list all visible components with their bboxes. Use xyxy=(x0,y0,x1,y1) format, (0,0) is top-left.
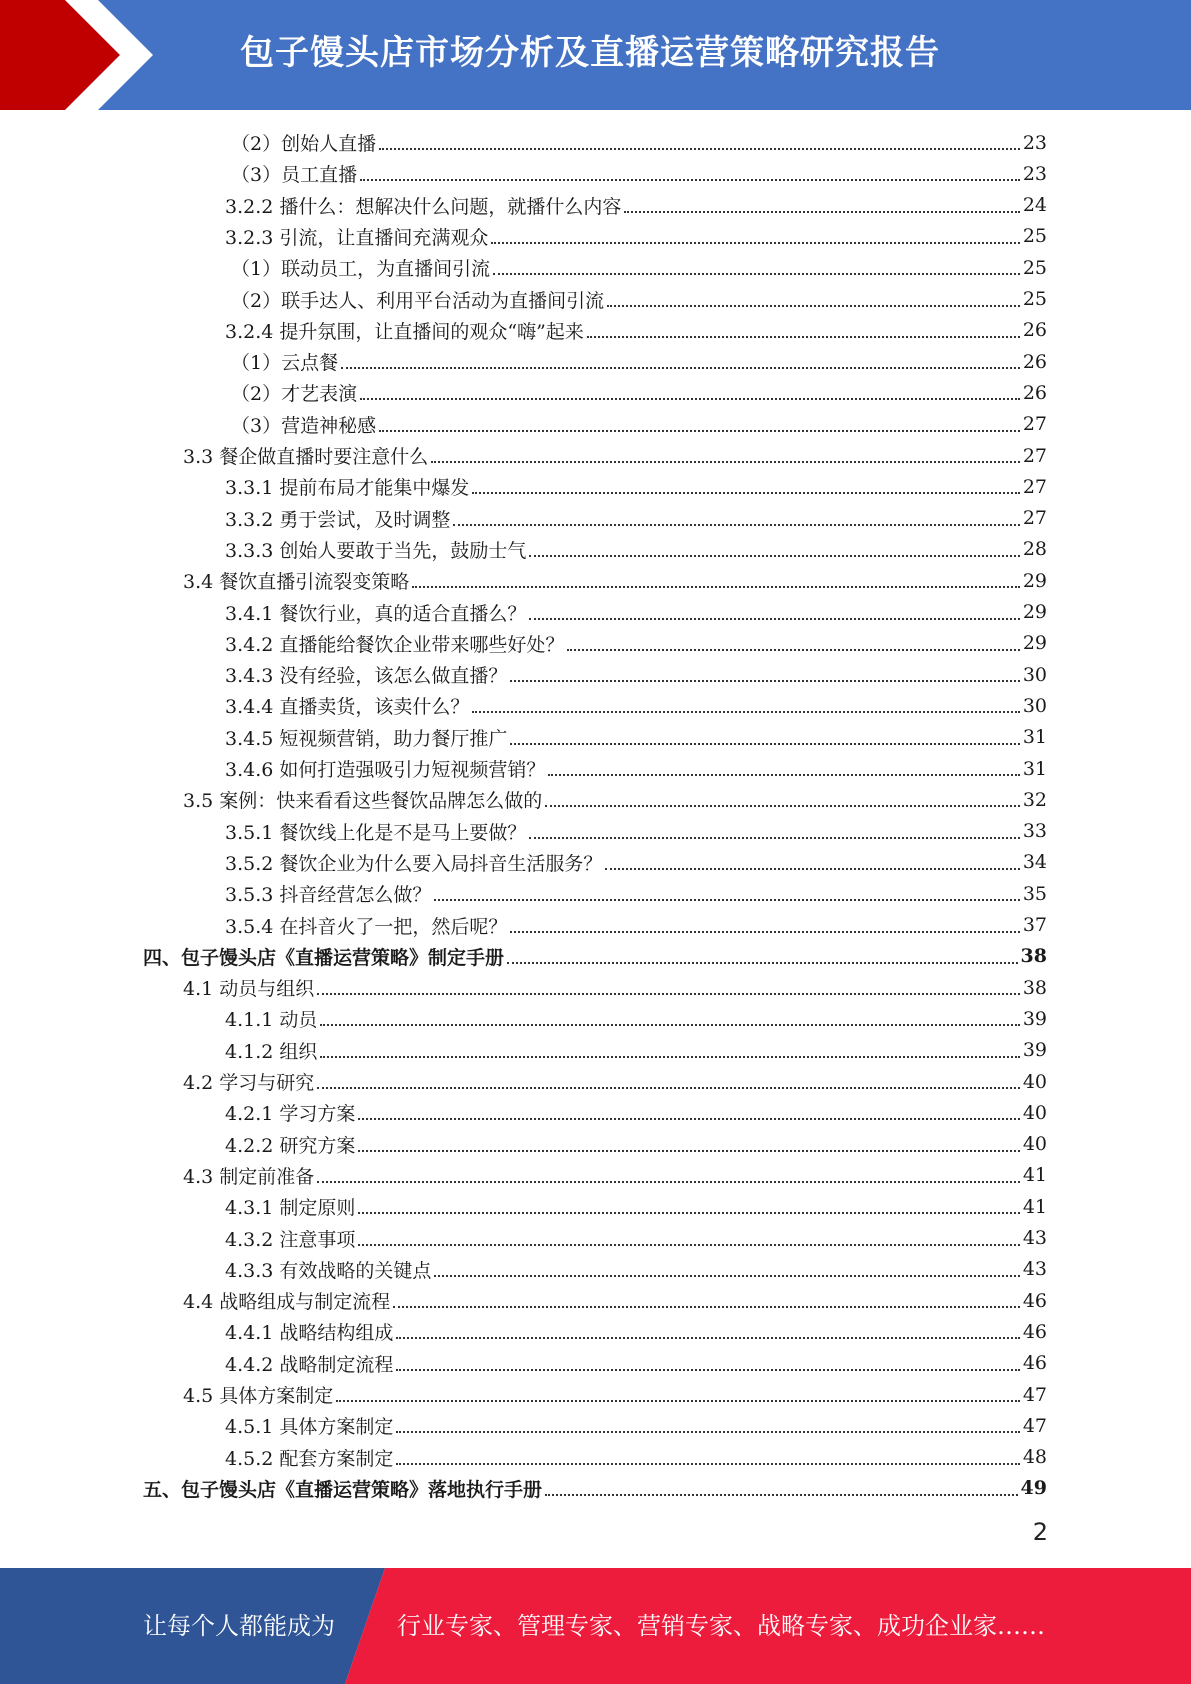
toc-entry-title: 3.3 餐企做直播时要注意什么 xyxy=(183,446,429,468)
toc-entry-title: 4.5.2 配套方案制定 xyxy=(225,1447,394,1470)
toc-entry[interactable] xyxy=(183,440,1047,471)
toc-dot-leader xyxy=(545,805,1020,807)
toc-entry[interactable] xyxy=(225,690,1047,721)
toc-entry-title: 3.2.3 引流，让直播间充满观众 xyxy=(225,226,489,249)
toc-entry[interactable] xyxy=(225,315,1047,346)
toc-dot-leader xyxy=(493,273,1020,275)
toc-dot-leader xyxy=(317,1181,1020,1183)
toc-entry-title: 4.3.2 注意事项 xyxy=(225,1228,356,1251)
toc-dot-leader xyxy=(607,305,1020,307)
toc-dot-leader xyxy=(453,524,1019,526)
toc-entry-title: （3）员工直播 xyxy=(231,164,358,187)
toc-entry-page: 38 xyxy=(1022,976,1047,999)
toc-dot-leader xyxy=(358,1150,1019,1152)
toc-entry-page: 25 xyxy=(1022,288,1047,310)
toc-entry[interactable] xyxy=(231,252,1047,283)
toc-entry[interactable] xyxy=(225,1223,1047,1254)
page-header xyxy=(0,0,1191,110)
toc-entry-page: 28 xyxy=(1022,538,1047,561)
toc-entry-title: 4.1 动员与组织 xyxy=(183,978,315,1001)
toc-entry-title: 4.1.1 动员 xyxy=(225,1009,318,1032)
toc-entry-page: 29 xyxy=(1022,632,1047,655)
toc-entry-title: 3.4.1 餐饮行业，真的适合直播么？ xyxy=(225,602,527,625)
toc-entry-title: 3.3.3 创始人要敢于当先，鼓励士气 xyxy=(225,539,527,562)
toc-entry-page: 48 xyxy=(1022,1446,1047,1469)
toc-entry[interactable] xyxy=(143,941,1047,972)
toc-entry[interactable] xyxy=(225,1254,1047,1285)
toc-dot-leader xyxy=(317,1087,1020,1089)
toc-entry-title: 3.4.5 短视频营销，助力餐厅推广 xyxy=(225,727,508,750)
toc-entry[interactable] xyxy=(225,722,1047,753)
toc-entry-title: 4.5 具体方案制定 xyxy=(183,1385,334,1407)
toc-dot-leader xyxy=(510,743,1019,745)
toc-entry[interactable] xyxy=(183,1066,1047,1097)
toc-entry[interactable] xyxy=(231,409,1047,440)
document-title: 包子馒头店市场分析及直播运营策略研究报告 xyxy=(240,33,940,73)
toc-dot-leader xyxy=(545,1494,1018,1496)
toc-entry[interactable] xyxy=(183,1160,1047,1191)
toc-entry-title: 3.4.3 没有经验，该怎么做直播？ xyxy=(225,665,508,688)
toc-dot-leader xyxy=(510,931,1019,933)
toc-entry-page: 46 xyxy=(1022,1352,1047,1375)
toc-entry[interactable] xyxy=(225,659,1047,690)
toc-entry[interactable] xyxy=(183,1379,1047,1410)
toc-entry-page: 30 xyxy=(1022,663,1047,686)
toc-entry-title: 3.2.2 播什么：想解决什么问题，就播什么内容 xyxy=(225,195,622,218)
toc-dot-leader xyxy=(396,1463,1019,1465)
toc-entry-page: 26 xyxy=(1022,381,1047,404)
toc-entry-page: 43 xyxy=(1022,1227,1047,1249)
toc-entry-page: 26 xyxy=(1022,350,1047,373)
toc-entry-page: 41 xyxy=(1022,1164,1047,1187)
toc-entry[interactable] xyxy=(143,1473,1047,1504)
toc-entry[interactable] xyxy=(225,1410,1047,1441)
toc-entry-title: （1）联动员工，为直播间引流 xyxy=(231,258,491,281)
toc-entry-page: 40 xyxy=(1022,1133,1047,1156)
toc-entry-page: 29 xyxy=(1022,569,1047,592)
toc-dot-leader xyxy=(396,1369,1019,1371)
toc-entry[interactable] xyxy=(225,1035,1047,1066)
toc-entry[interactable] xyxy=(225,534,1047,565)
toc-entry[interactable] xyxy=(225,1003,1047,1034)
toc-dot-leader xyxy=(548,774,1019,776)
toc-entry[interactable] xyxy=(231,284,1047,315)
toc-entry-page: 25 xyxy=(1022,225,1047,248)
toc-entry[interactable] xyxy=(231,377,1047,408)
toc-dot-leader xyxy=(529,837,1019,839)
toc-entry-title: 3.5.1 餐饮线上化是不是马上要做？ xyxy=(225,821,527,844)
toc-entry-page: 27 xyxy=(1022,507,1047,530)
toc-entry-page: 31 xyxy=(1022,757,1047,780)
toc-entry-page: 32 xyxy=(1022,788,1047,811)
toc-dot-leader xyxy=(434,1275,1019,1277)
toc-entry[interactable] xyxy=(183,565,1047,596)
toc-entry-page: 23 xyxy=(1022,131,1047,154)
toc-entry-page: 27 xyxy=(1022,413,1047,436)
toc-entry[interactable] xyxy=(225,503,1047,534)
toc-entry[interactable] xyxy=(231,346,1047,377)
toc-entry-page: 46 xyxy=(1022,1289,1047,1312)
toc-dot-leader xyxy=(529,555,1019,557)
toc-entry-page: 34 xyxy=(1022,851,1047,874)
toc-entry-page: 33 xyxy=(1022,820,1047,843)
toc-dot-leader xyxy=(507,962,1018,964)
toc-entry-title: （2）创始人直播 xyxy=(231,133,377,155)
toc-entry-title: 3.2.4 提升氛围，让直播间的观众“嗨”起来 xyxy=(225,320,584,343)
toc-dot-leader xyxy=(360,398,1020,400)
toc-entry-title: 4.2.1 学习方案 xyxy=(225,1103,356,1126)
toc-entry[interactable] xyxy=(225,597,1047,628)
toc-entry-page: 40 xyxy=(1022,1101,1047,1124)
toc-dot-leader xyxy=(567,649,1019,651)
toc-dot-leader xyxy=(317,993,1020,995)
toc-entry[interactable] xyxy=(225,628,1047,659)
toc-entry-title: （2）联手达人、利用平台活动为直播间引流 xyxy=(231,289,605,312)
toc-entry-page: 31 xyxy=(1022,726,1047,749)
page-number: 2 xyxy=(1032,1518,1048,1546)
toc-dot-leader xyxy=(336,1400,1020,1402)
toc-dot-leader xyxy=(624,211,1019,213)
toc-entry-page: 27 xyxy=(1022,475,1047,498)
toc-entry-page: 30 xyxy=(1022,694,1047,717)
toc-entry-page: 27 xyxy=(1022,444,1047,467)
toc-entry[interactable] xyxy=(231,158,1047,189)
toc-entry-title: 3.3.1 提前布局才能集中爆发 xyxy=(225,477,470,500)
toc-dot-leader xyxy=(358,1212,1019,1214)
toc-entry-page: 37 xyxy=(1022,914,1047,936)
toc-entry[interactable] xyxy=(183,1285,1047,1316)
toc-entry-title: 3.4.6 如何打造强吸引力短视频营销？ xyxy=(225,759,546,781)
toc-entry[interactable] xyxy=(225,878,1047,909)
toc-entry-title: 3.4 餐饮直播引流裂变策略 xyxy=(183,571,410,594)
toc-entry-page: 39 xyxy=(1022,1007,1047,1030)
page-footer xyxy=(0,1568,1191,1684)
toc-entry-title: 4.3.3 有效战略的关键点 xyxy=(225,1259,432,1282)
toc-entry[interactable] xyxy=(225,1191,1047,1222)
toc-entry[interactable] xyxy=(225,190,1047,221)
toc-entry-page: 24 xyxy=(1022,194,1047,217)
toc-entry-page: 40 xyxy=(1022,1070,1047,1093)
toc-entry-title: （3）营造神秘感 xyxy=(231,414,377,437)
toc-entry-title: （1）云点餐 xyxy=(231,352,339,375)
toc-entry-title: 3.5 案例：快来看看这些餐饮品牌怎么做的 xyxy=(183,790,543,813)
toc-entry[interactable] xyxy=(225,1316,1047,1347)
toc-entry[interactable] xyxy=(225,816,1047,847)
toc-dot-leader xyxy=(472,492,1019,494)
toc-entry-page: 29 xyxy=(1022,601,1047,623)
toc-entry-title: 4.5.1 具体方案制定 xyxy=(225,1416,394,1439)
toc-dot-leader xyxy=(510,680,1019,682)
toc-entry[interactable] xyxy=(225,1348,1047,1379)
toc-entry-title: 4.2.2 研究方案 xyxy=(225,1134,356,1157)
toc-dot-leader xyxy=(434,899,1019,901)
toc-entry-title: 四、包子馒头店《直播运营策略》制定手册 xyxy=(143,946,505,969)
toc-entry-page: 46 xyxy=(1022,1320,1047,1343)
toc-entry[interactable] xyxy=(225,910,1047,941)
toc-entry-page: 41 xyxy=(1022,1195,1047,1218)
toc-entry-title: （2）才艺表演 xyxy=(231,383,358,406)
toc-dot-leader xyxy=(396,1431,1019,1433)
toc-entry-page: 47 xyxy=(1022,1383,1047,1406)
toc-dot-leader xyxy=(341,367,1020,369)
footer-slogan-right: 行业专家、管理专家、营销专家、战略专家、成功企业家…… xyxy=(397,1612,1045,1640)
toc-dot-leader xyxy=(491,242,1019,244)
toc-entry[interactable] xyxy=(225,753,1047,784)
toc-entry-page: 23 xyxy=(1022,162,1047,185)
toc-dot-leader xyxy=(431,461,1020,463)
toc-entry-title: 3.5.4 在抖音火了一把，然后呢？ xyxy=(225,915,508,938)
toc-dot-leader xyxy=(358,1118,1019,1120)
toc-entry-title: 4.2 学习与研究 xyxy=(183,1072,315,1094)
toc-entry[interactable] xyxy=(183,784,1047,815)
toc-entry-page: 35 xyxy=(1022,882,1047,905)
toc-dot-leader xyxy=(320,1056,1019,1058)
toc-dot-leader xyxy=(587,336,1020,338)
toc-entry-title: 4.1.2 组织 xyxy=(225,1040,318,1063)
toc-dot-leader xyxy=(396,1337,1019,1339)
toc-dot-leader xyxy=(529,618,1019,620)
toc-entry-title: 3.3.2 勇于尝试，及时调整 xyxy=(225,508,451,531)
toc-entry[interactable] xyxy=(225,221,1047,252)
toc-dot-leader xyxy=(472,711,1019,713)
toc-entry-page: 47 xyxy=(1022,1414,1047,1437)
footer-slogan-left: 让每个人都能成为 xyxy=(143,1612,335,1640)
toc-entry-title: 3.4.2 直播能给餐饮企业带来哪些好处？ xyxy=(225,633,565,656)
toc-entry[interactable] xyxy=(225,1442,1047,1473)
toc-entry-title: 五、包子馒头店《直播运营策略》落地执行手册 xyxy=(143,1478,543,1501)
toc-entry[interactable] xyxy=(225,847,1047,878)
toc-entry-page: 49 xyxy=(1020,1477,1047,1500)
toc-entry-title: 4.4.2 战略制定流程 xyxy=(225,1353,394,1376)
toc-dot-leader xyxy=(379,148,1020,150)
toc-entry-title: 3.5.2 餐饮企业为什么要入局抖音生活服务？ xyxy=(225,852,603,875)
toc-entry-page: 43 xyxy=(1022,1258,1047,1281)
toc-dot-leader xyxy=(320,1024,1019,1026)
toc-entry-page: 39 xyxy=(1022,1039,1047,1062)
toc-entry-title: 4.3 制定前准备 xyxy=(183,1165,315,1188)
toc-entry-title: 4.3.1 制定原则 xyxy=(225,1197,356,1220)
toc-dot-leader xyxy=(412,586,1020,588)
toc-dot-leader xyxy=(379,430,1020,432)
toc-entry-page: 38 xyxy=(1020,945,1047,968)
toc-dot-leader xyxy=(360,179,1020,181)
toc-entry-page: 26 xyxy=(1022,319,1047,342)
toc-entry-title: 3.5.3 抖音经营怎么做？ xyxy=(225,884,432,907)
toc-entry-title: 4.4.1 战略结构组成 xyxy=(225,1322,394,1345)
toc-entry-title: 3.4.4 直播卖货，该卖什么？ xyxy=(225,696,470,719)
toc-dot-leader xyxy=(393,1306,1020,1308)
toc-entry[interactable] xyxy=(225,471,1047,502)
toc-entry-page: 25 xyxy=(1022,256,1047,279)
toc-entry[interactable] xyxy=(183,972,1047,1003)
toc-dot-leader xyxy=(605,868,1019,870)
toc-entry-title: 4.4 战略组成与制定流程 xyxy=(183,1291,391,1314)
toc-entry[interactable] xyxy=(225,1097,1047,1128)
toc-entry[interactable] xyxy=(231,127,1047,158)
toc-dot-leader xyxy=(358,1244,1019,1246)
toc-entry[interactable] xyxy=(225,1129,1047,1160)
